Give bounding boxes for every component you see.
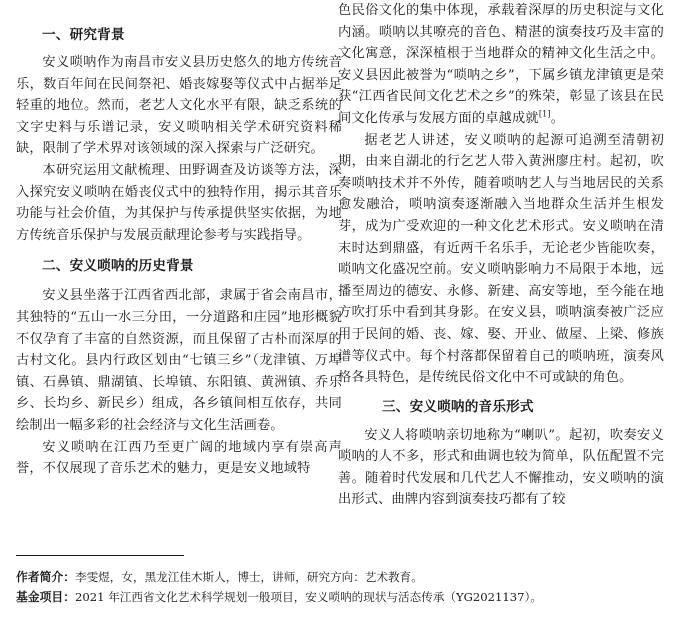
paragraph-historical-background-2: 安义唢呐在江西乃至更广阔的地域内享有崇高声誉，不仅展现了音乐艺术的魅力，更是安义地域特 (16, 439, 342, 477)
section-heading-research-background: 一、研究背景 (42, 27, 125, 43)
footnote-divider (16, 555, 184, 556)
author-bio-note (16, 568, 666, 588)
paragraph-historical-background-1: 安义县坐落于江西省西北部，隶属于省会南昌市，其独特的“五山一水三分田，一分道路和庄园”地形概貌不仅孕育了丰富的自然资源，而且保留了古朴而深厚的古村文化。县内行政区划由“七镇三乡”（龙津镇、万埠镇、石鼻镇、鼎湖镇、长埠镇、东阳镇、黄洲镇、乔乐乡、长均乡、新民乡）组成，各乡镇间相互依存，共同绘制出一幅多彩的社会经济与文化生活画卷。 (16, 288, 342, 433)
citation-mark: [1] (538, 109, 551, 119)
paragraph-historical-background-2-continued (338, 0, 664, 130)
paragraph-research-background-1: 安义唢呐作为南昌市安义县历史悠久的地方传统音乐，数百年间在民间祭祀、婚丧嫁娶等仪式中占据举足轻重的地位。然而，老艺人文化水平有限，缺乏系统的文字史料与乐谱记录，安义唢呐相关学术研究资料稀缺，限制了学术界对该领域的深入探索与广泛研究。 (16, 55, 342, 157)
footnotes (16, 568, 666, 607)
funding-label: 基金项目： (16, 589, 75, 604)
author-bio-text: 李雯煜，女，黑龙江佳木斯人，博士，讲师，研究方向：艺术教育。 (75, 570, 423, 584)
paragraph-research-background-2: 本研究运用文献梳理、田野调查及访谈等方法，深入探究安义唢呐在婚丧仪式中的独特作用，揭示其音乐功能与社会价值，为其保护与传承提供坚实依据，为地方传统音乐保护与发展贡献理论参考与实践指导。 (16, 162, 342, 243)
continued-text: 色民俗文化的集中体现，承载着深厚的历史积淀与文化内涵。唢呐以其嘹亮的音色、精湛的演奏技巧及丰富的文化寓意，深深植根于当地群众的精神文化生活之中。安义县因此被誉为“唢呐之乡”，下属乡镇龙津镇更是荣获“江西省民间文化艺术之乡”的殊荣，彰显了该县在民间文化传承与发展方面的卓越成就 (338, 3, 664, 126)
sentence-end: 。 (550, 110, 565, 126)
paragraph-historical-background-3: 据老艺人讲述，安义唢呐的起源可追溯至清朝初期，由来自湖北的行乞艺人带入黄洲廖庄村。起初，吹奏唢呐技术并不外传，随着唢呐艺人与当地居民的关系愈发融洽，唢呐演奏逐渐融入当地群众生活并生根发芽，成为广受欢迎的一种文化艺术形式。安义唢呐在清末时达到鼎盛，有近两千名乐手，无论老少皆能吹奏，唢呐文化盛况空前。安义唢呐影响力不局限于本地，远播至周边的德安、永修、新建、高安等地，至今能在地方吹打乐中看到其身影。在安义县，唢呐演奏被广泛应用于民间的婚、丧、嫁、娶、开业、做屋、上梁、修族谱等仪式中。每个村落都保留着自己的唢呐班，演奏风格各具特色，是传统民俗文化中不可或缺的角色。 (338, 132, 664, 386)
author-bio-label: 作者简介： (16, 570, 75, 584)
funding-text: 2021 年江西省文化艺术科学规划一般项目，安义唢呐的现状与活态传承（YG2021137）。 (75, 589, 542, 604)
section-heading-music-form: 三、安义唢呐的音乐形式 (382, 398, 534, 415)
funding-note (16, 588, 666, 608)
right-column (338, 0, 664, 511)
left-column (16, 0, 342, 480)
section-heading-historical-background: 二、安义唢呐的历史背景 (42, 258, 194, 275)
paragraph-music-form-1: 安义人将唢呐亲切地称为“喇叭”。起初，吹奏安义唢呐的人不多，形式和曲调也较为简单，队伍配置不完善。随着时代发展和几代艺人不懈推动，安义唢呐的演出形式、曲牌内容到演奏技巧都有了较 (338, 427, 664, 508)
